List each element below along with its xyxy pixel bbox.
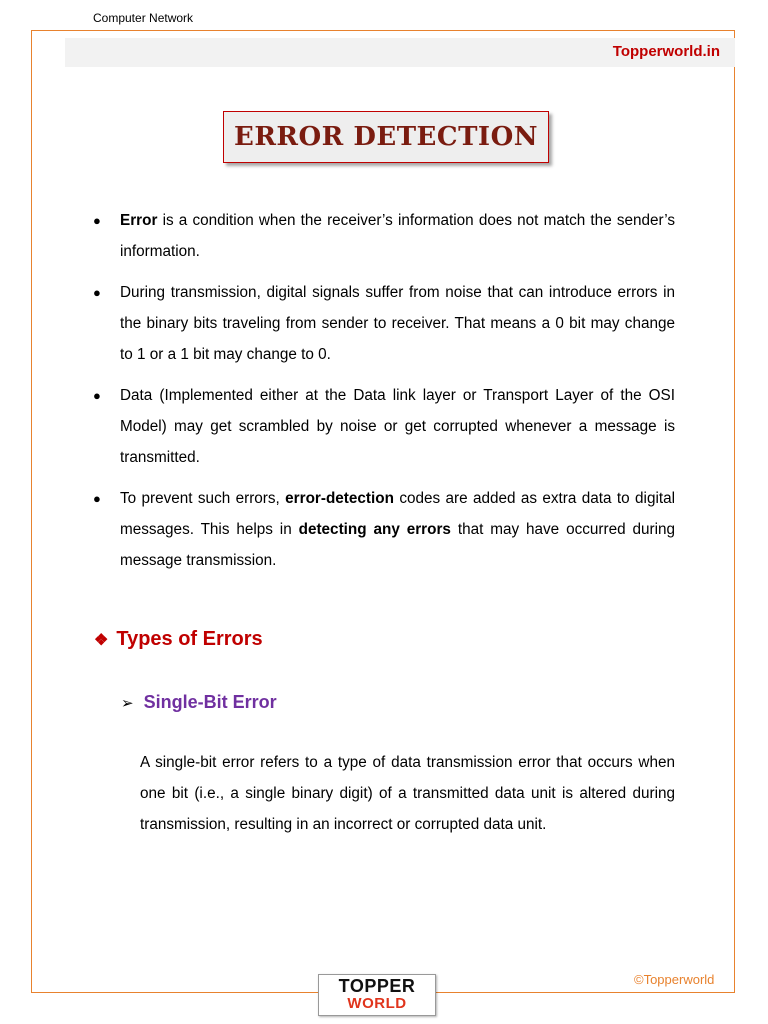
logo-bottom-text: WORLD: [347, 995, 407, 1012]
bullet-dot-icon: ●: [93, 388, 101, 403]
site-name: Topperworld.in: [612, 43, 720, 60]
bold-text: Error: [120, 212, 158, 229]
single-bit-paragraph: A single-bit error refers to a type of data transmission error that occurs when one bit (i.e., a single binary digit) of a transmitted data unit is altered during transmission, resulting in an incorrect or corrupted data unit.: [140, 754, 675, 833]
diamond-bullet-icon: ❖: [94, 631, 109, 649]
text: To prevent such errors,: [120, 490, 286, 507]
bullet-item: [93, 205, 675, 267]
site-header-bar: [65, 38, 735, 67]
text: During transmission, digital signals suffer from noise that can introduce errors in the binary bits traveling from sender to receiver. That means a 0 bit may change to 1 or a 1 bit may change to 0.: [120, 284, 675, 363]
bullet-list: [93, 205, 675, 586]
bullet-dot-icon: ●: [93, 491, 101, 506]
bullet-item: [93, 483, 675, 576]
bullet-item: [93, 380, 675, 473]
arrow-bullet-icon: ➢: [121, 694, 134, 712]
bold-text: detecting any errors: [298, 521, 451, 538]
bullet-dot-icon: ●: [93, 213, 101, 228]
running-head: Computer Network: [93, 11, 194, 25]
text: Data (Implemented either at the Data link layer or Transport Layer of the OSI Model) may get scrambled by noise or get corrupted whenever a message is transmitted.: [120, 387, 675, 466]
text: that may have occurred during message transmission.: [120, 521, 675, 569]
subsection-heading: [121, 692, 277, 713]
title-box: [223, 111, 549, 163]
text: codes are added as extra data to digital messages. This helps in: [120, 490, 676, 538]
logo-top-text: TOPPER: [338, 976, 416, 996]
bold-text: error-detection: [285, 490, 394, 507]
section-heading-text: Types of Errors: [116, 628, 263, 650]
topperworld-logo: [318, 974, 436, 1016]
text: is a condition when the receiver’s information does not match the sender’s information.: [120, 212, 675, 260]
bullet-dot-icon: ●: [93, 285, 101, 300]
section-heading: [94, 628, 263, 651]
subsection-heading-text: Single-Bit Error: [143, 692, 277, 712]
bullet-item: [93, 277, 675, 370]
page-title: ERROR DETECTION: [234, 122, 538, 152]
copyright-text: ©Topperworld: [634, 972, 715, 987]
